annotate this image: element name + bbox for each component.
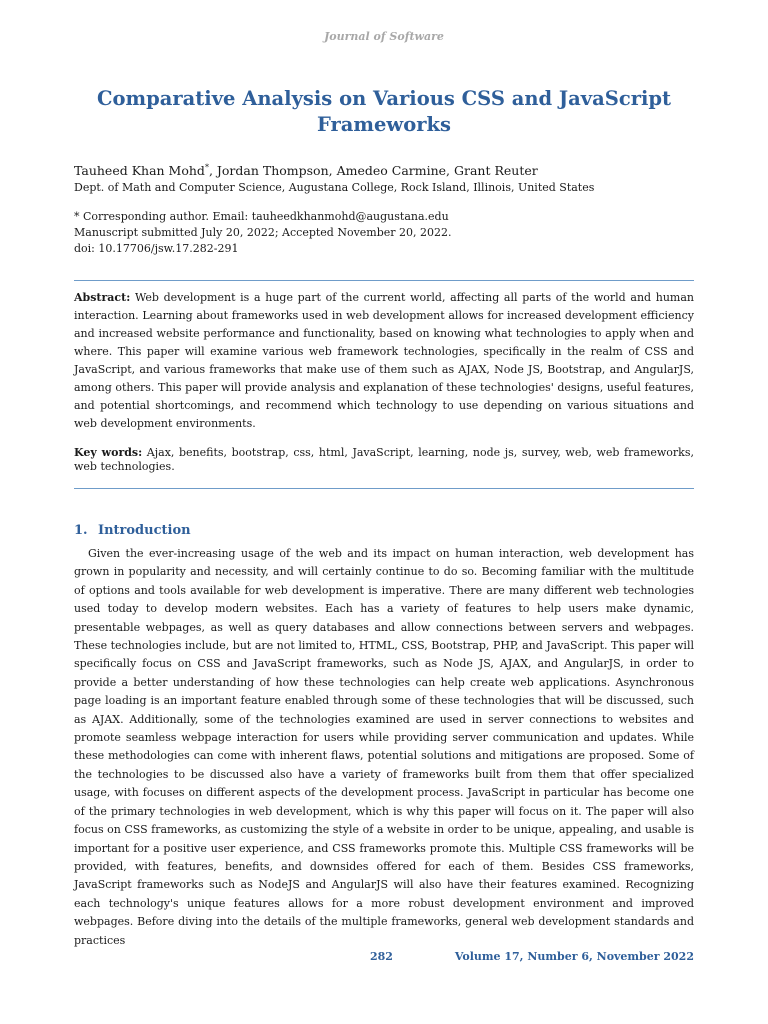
doi: doi: 10.17706/jsw.17.282-291 [74, 242, 239, 255]
manuscript-dates: Manuscript submitted July 20, 2022; Accepted November 20, 2022. [74, 226, 452, 239]
section-number: 1. [74, 523, 88, 538]
introduction-body: Given the ever-increasing usage of the web and its impact on human interaction, web development has grown in popularity and necessity, and will certainly continue to do so. Becoming familiar with the multitude of options and tools available for web development is imperative. There are many different web technologies used today to develop modern websites. Each has a variety of features to help users make dynamic, presentable webpages, as well as query databases and allow connections between servers and webpages. These technologies include, but are not limited to, HTML, CSS, Bootstrap, PHP, and JavaScript. This paper will specifically focus on CSS and JavaScript frameworks, such as Node JS, AJAX, and AngularJS, in order to provide a better understanding of how these technologies can help create web applications. Asynchronous page loading is an important feature enabled through some of these technologies that will be discussed, such as AJAX. Additionally, some of the technologies examined are used in server connections to websites and promote seamless webpage interaction for users while providing server communication and updates. While these methodologies can come with inherent flaws, potential solutions and mitigations are proposed. Some of the technologies to be discussed also have a variety of frameworks built from them that offer specialized usage, with focuses on different aspects of the development process. JavaScript in particular has become one of the primary technologies in web development, which is why this paper will focus on it. The paper will also focus on CSS frameworks, as customizing the style of a website in order to be unique, appealing, and usable is important for a positive user experience, and CSS frameworks promote this. Multiple CSS frameworks will be provided, with features, benefits, and downsides offered for each of them. Besides CSS frameworks, JavaScript frameworks such as NodeJS and AngularJS will also have their features examined. Recognizing each technology's unique features allows for a more robust development environment and improved webpages. Before diving into the details of the multiple frameworks, general web development standards and practices [74, 547, 694, 947]
paper-title: Comparative Analysis on Various CSS and JavaScript Frameworks [96, 87, 672, 136]
lead-author: Tauheed Khan Mohd [74, 163, 205, 179]
corresponding-mark: * [204, 163, 209, 172]
section-title: Introduction [98, 523, 191, 538]
co-authors: , Jordan Thompson, Amedeo Carmine, Grant Reuter [208, 163, 538, 179]
abstract-top-rule [74, 280, 694, 281]
keywords-text: Ajax, benefits, bootstrap, css, html, JavaScript, learning, node js, survey, web, web frameworks, web technologies. [74, 446, 694, 473]
paper-metadata [74, 209, 452, 257]
author-list [74, 160, 538, 179]
section-heading-introduction [74, 522, 191, 540]
page-footer [0, 950, 768, 966]
keywords-label: Key words: [74, 446, 143, 459]
corresponding-author: * Corresponding author. Email: tauheedkhanmohd@augustana.edu [74, 210, 449, 223]
abstract [74, 289, 694, 433]
journal-header: Journal of Software [324, 30, 444, 43]
abstract-bottom-rule [74, 488, 694, 489]
page-number: 282 [370, 950, 393, 963]
keywords [74, 446, 694, 474]
affiliation: Dept. of Math and Computer Science, Augustana College, Rock Island, Illinois, United States [74, 181, 595, 194]
abstract-label: Abstract: [74, 291, 131, 304]
volume-info: Volume 17, Number 6, November 2022 [454, 950, 694, 963]
abstract-text: Web development is a huge part of the current world, affecting all parts of the world and human interaction. Learning about frameworks used in web development allows for increased development efficiency and increased website performance and functionality, based on knowing what technologies to apply when and where. This paper will examine various web framework technologies, specifically in the realm of CSS and JavaScript, and various frameworks that make use of them such as AJAX, Node JS, Bootstrap, and AngularJS, among others. This paper will provide analysis and explanation of these technologies' designs, useful features, and potential shortcomings, and recommend which technology to use depending on various situations and web development environments. [74, 291, 694, 430]
